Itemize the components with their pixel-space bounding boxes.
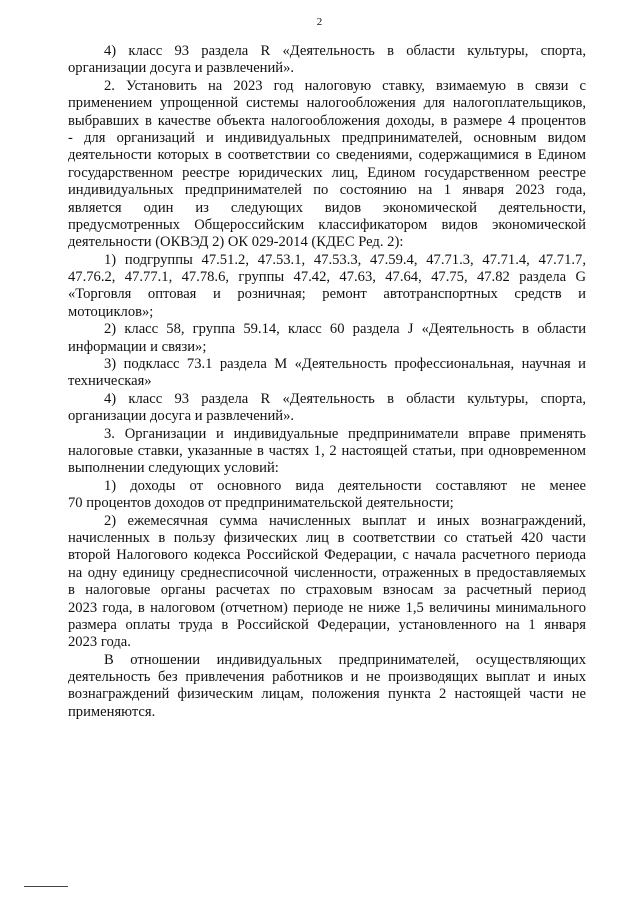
text-line: 47.76.2, 47.77.1, 47.78.6, группы 47.42, 47.63, 47.64, 47.75, 47.82 раздела G — [68, 269, 586, 286]
text-line: начисленных в пользу физических лиц в соответствии со статьей 420 части — [68, 529, 586, 546]
text-line: 70 процентов доходов от предпринимательской деятельности; — [68, 495, 454, 512]
text-line: налоговые ставки, указанные в частях 1, 2 настоящей статьи, при одновременном — [68, 442, 586, 459]
footer-mark — [24, 886, 68, 887]
text-line: выполнении следующих условий: — [68, 460, 279, 477]
text-line: размера оплаты труда в Российской Федерации, установленного на 1 января — [68, 616, 586, 633]
text-line: в налоговые органы расчетах по страховым взносам за расчетный период — [68, 582, 586, 599]
text-line: 2) класс 58, группа 59.14, класс 60 раздела J «Деятельность в области — [104, 321, 586, 338]
text-line: выбравших в качестве объекта налогообложения доходы, в размере 4 процентов — [68, 112, 586, 129]
text-line: деятельности (ОКВЭД 2) ОК 029-2014 (КДЕС Ред. 2): — [68, 234, 404, 251]
text-line: 2023 года, в налоговом (отчетном) периоде не ниже 1,5 величины минимального — [68, 599, 586, 616]
text-line: государственном реестре юридических лиц, Едином государственном реестре — [68, 164, 586, 181]
text-line: - для организаций и индивидуальных предпринимателей, основным видом — [68, 129, 586, 146]
text-line: организации досуга и развлечений». — [68, 60, 295, 77]
document-body — [68, 43, 586, 721]
text-line: информации и связи»; — [68, 338, 207, 355]
text-line: 3) подкласс 73.1 раздела M «Деятельность профессиональная, научная и — [104, 356, 586, 373]
text-line: является один из следующих видов экономической деятельности, — [68, 199, 586, 216]
text-line: мотоциклов»; — [68, 303, 154, 320]
text-line: деятельность без привлечения работников и не производящих выплат и иных — [68, 669, 586, 686]
text-line: 2. Установить на 2023 год налоговую ставку, взимаемую в связи с — [104, 77, 586, 94]
text-line: индивидуальных предпринимателей по состоянию на 1 января 2023 года, — [68, 182, 586, 199]
text-line: вознаграждений физическим лицам, положения пункта 2 настоящей части не — [68, 686, 586, 703]
text-line: 2) ежемесячная сумма начисленных выплат и иных вознаграждений, — [104, 512, 586, 529]
text-line: 4) класс 93 раздела R «Деятельность в области культуры, спорта, — [104, 390, 586, 407]
text-line: применяются. — [68, 703, 156, 720]
text-line: 2023 года. — [68, 634, 131, 651]
text-line: 4) класс 93 раздела R «Деятельность в области культуры, спорта, — [104, 43, 586, 59]
text-line: В отношении индивидуальных предпринимателей, осуществляющих — [104, 651, 586, 668]
text-line: техническая» — [68, 373, 152, 390]
text-line: 1) доходы от основного вида деятельности составляют не менее — [104, 477, 586, 494]
text-line: 3. Организации и индивидуальные предприниматели вправе применять — [104, 425, 586, 442]
text-line: на одну единицу среднесписочной численности, отраженных в предоставляемых — [68, 564, 586, 581]
text-line: деятельности которых в соответствии со сведениями, содержащимися в Едином — [68, 147, 586, 164]
text-line: применением упрощенной системы налогообложения для налогоплательщиков, — [68, 95, 586, 112]
text-line: организации досуга и развлечений». — [68, 408, 295, 425]
text-line: 1) подгруппы 47.51.2, 47.53.1, 47.53.3, 47.59.4, 47.71.3, 47.71.4, 47.71.7, — [104, 251, 586, 268]
page-number: 2 — [316, 16, 323, 28]
text-line: «Торговля оптовая и розничная; ремонт автотранспортных средств и — [68, 286, 586, 303]
text-line: предусмотренных Общероссийским классификатором видов экономической — [68, 216, 586, 233]
text-line: второй Налогового кодекса Российской Федерации, с начала расчетного периода — [68, 547, 586, 564]
